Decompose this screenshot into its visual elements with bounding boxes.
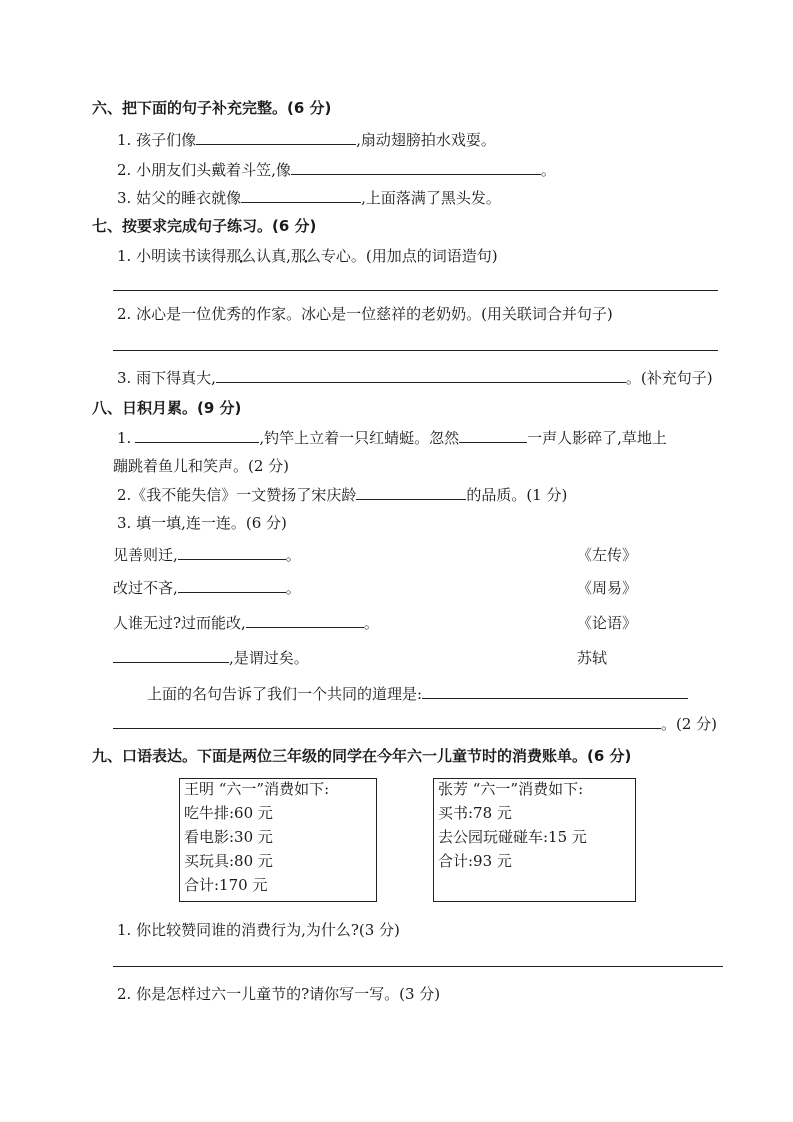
s8-match-3-left: 人谁无过?过而能改, bbox=[113, 614, 246, 632]
bill1-item-1: 吃牛排:60 元 bbox=[184, 804, 273, 822]
s8-match-2-blank[interactable] bbox=[178, 578, 286, 593]
s9-question-2: 2. 你是怎样过六一儿童节的?请你写一写。(3 分) bbox=[117, 985, 441, 1003]
s8-match-4-blank[interactable] bbox=[113, 648, 229, 663]
s8-match-1-source: 《左传》 bbox=[577, 546, 638, 564]
s8-summary-blank[interactable] bbox=[422, 684, 688, 699]
s8-summary-text: 上面的名句告诉了我们一个共同的道理是: bbox=[147, 685, 423, 703]
bill-zhang-fang bbox=[433, 778, 636, 902]
s7-question-1 bbox=[117, 246, 498, 266]
s8-match-1-blank[interactable] bbox=[178, 545, 286, 560]
s7-q1-text-a: 1. 小明读书读得 bbox=[117, 247, 227, 265]
s8-question-3: 3. 填一填,连一连。(6 分) bbox=[117, 514, 287, 532]
s8-question-1 bbox=[117, 428, 667, 448]
s6-q2-blank[interactable] bbox=[291, 160, 541, 175]
bill1-item-2: 看电影:30 元 bbox=[184, 828, 273, 846]
bill1-item-3: 买玩具:80 元 bbox=[184, 852, 273, 870]
s8-q1-text-b: ,钓竿上立着一只红蜻蜓。忽然 bbox=[259, 429, 460, 447]
s6-q2-text-a: 2. 小朋友们头戴着斗笠,像 bbox=[117, 161, 291, 179]
s8-question-2 bbox=[117, 485, 567, 505]
s6-q3-text-b: ,上面落满了黑头发。 bbox=[361, 189, 501, 207]
s7-q1-answer-line[interactable] bbox=[113, 290, 718, 291]
s7-q3-text-a: 3. 雨下得真大, bbox=[117, 369, 216, 387]
s8-q2-text-b: 的品质。(1 分) bbox=[466, 486, 568, 504]
bill1-header: 王明 “六一”消费如下: bbox=[184, 780, 330, 798]
s8-match-1-left: 见善则迁, bbox=[113, 546, 178, 564]
s8-match-item-4 bbox=[113, 648, 309, 668]
bill-wang-ming bbox=[179, 778, 377, 902]
s8-match-3-end: 。 bbox=[363, 614, 379, 632]
s6-q1-text-b: ,扇动翅膀拍水戏耍。 bbox=[356, 131, 496, 149]
section-9-title: 九、口语表达。下面是两位三年级的同学在今年六一儿童节时的消费账单。(6 分) bbox=[92, 747, 632, 765]
s8-q1-blank-1[interactable] bbox=[135, 428, 259, 443]
s7-q2-answer-line[interactable] bbox=[113, 350, 718, 351]
s8-match-item-3 bbox=[113, 613, 379, 633]
s7-q1-text-c: 专心。(用加点的词语造句) bbox=[320, 247, 498, 265]
s8-summary-blank-2[interactable] bbox=[113, 714, 661, 729]
s8-match-1-end: 。 bbox=[285, 546, 301, 564]
s7-q3-text-b: 。(补充句子) bbox=[625, 369, 713, 387]
s8-q1-text-a: 1. bbox=[117, 429, 132, 447]
s8-match-4-source: 苏轼 bbox=[577, 649, 608, 667]
s8-match-3-blank[interactable] bbox=[246, 613, 364, 628]
s6-q3-blank[interactable] bbox=[241, 188, 361, 203]
s8-match-2-end: 。 bbox=[285, 579, 301, 597]
s8-summary-end: 。(2 分) bbox=[661, 715, 718, 733]
bill2-total: 合计:93 元 bbox=[438, 852, 512, 870]
s6-q1-text-a: 1. 孩子们像 bbox=[117, 131, 197, 149]
s9-question-1: 1. 你比较赞同谁的消费行为,为什么?(3 分) bbox=[117, 921, 400, 939]
s8-match-item-1 bbox=[113, 545, 301, 565]
bill2-header: 张芳 “六一”消费如下: bbox=[438, 780, 584, 798]
section-6-title: 六、把下面的句子补充完整。(6 分) bbox=[92, 99, 332, 117]
s8-match-item-2 bbox=[113, 578, 301, 598]
s8-q2-blank[interactable] bbox=[356, 485, 466, 500]
s9-q1-answer-line[interactable] bbox=[113, 966, 723, 967]
section-8-title: 八、日积月累。(9 分) bbox=[92, 399, 242, 417]
s8-match-3-source: 《论语》 bbox=[577, 614, 638, 632]
s6-q2-text-b: 。 bbox=[540, 161, 556, 179]
bill2-item-2: 去公园玩碰碰车:15 元 bbox=[438, 828, 587, 846]
s6-question-1 bbox=[117, 130, 496, 150]
s8-q1-blank-2[interactable] bbox=[459, 428, 527, 443]
s8-summary-line-2 bbox=[113, 714, 717, 734]
s8-match-4-end: ,是谓过矣。 bbox=[229, 649, 309, 667]
s8-match-2-left: 改过不吝, bbox=[113, 579, 178, 597]
s8-q1-continuation: 蹦跳着鱼儿和笑声。(2 分) bbox=[113, 457, 290, 475]
s6-question-2 bbox=[117, 160, 556, 180]
s7-question-3 bbox=[117, 368, 713, 388]
s7-question-2: 2. 冰心是一位优秀的作家。冰心是一位慈祥的老奶奶。(用关联词合并句子) bbox=[117, 305, 613, 323]
s7-q3-blank[interactable] bbox=[216, 368, 626, 383]
s7-q1-text-b: 认真, bbox=[256, 247, 291, 265]
s7-q1-dotted-word-2: 那么 bbox=[290, 247, 321, 265]
bill1-total: 合计:170 元 bbox=[184, 876, 268, 894]
s6-question-3 bbox=[117, 188, 501, 208]
s6-q3-text-a: 3. 姑父的睡衣就像 bbox=[117, 189, 242, 207]
s8-q1-text-c: 一声人影碎了,草地上 bbox=[527, 429, 667, 447]
s8-match-2-source: 《周易》 bbox=[577, 579, 638, 597]
section-7-title: 七、按要求完成句子练习。(6 分) bbox=[92, 217, 317, 235]
bill2-item-1: 买书:78 元 bbox=[438, 804, 512, 822]
s7-q1-dotted-word-1: 那么 bbox=[226, 247, 257, 265]
s6-q1-blank[interactable] bbox=[196, 130, 356, 145]
s8-summary bbox=[147, 684, 688, 704]
s8-q2-text-a: 2.《我不能失信》一文赞扬了宋庆龄 bbox=[117, 486, 357, 504]
